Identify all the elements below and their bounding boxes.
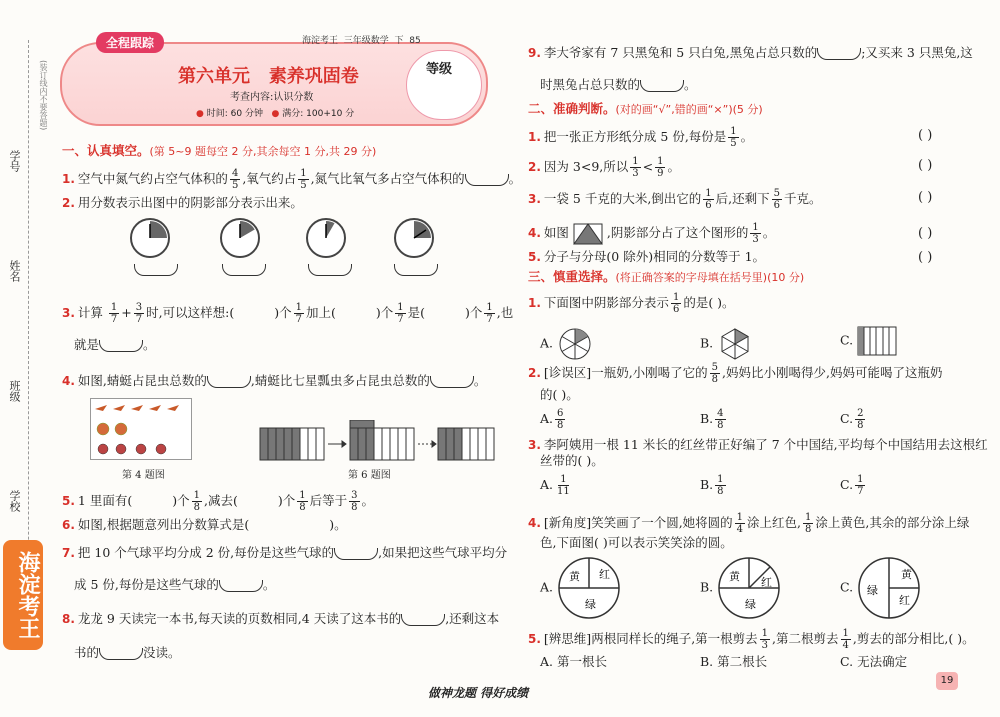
choice-5: 5. [辨思维]两根同样长的绳子,第一根剪去 $\frac{1}{3}$ ,第二根剪去 $\frac{1}{4}$ ,剪去的部分相比,( )。 <box>528 628 975 651</box>
question-1-8: 8. 龙龙 9 天读完一本书,每天读的页数相同,4 天读了这本书的 ,还剩这本 <box>62 611 500 626</box>
choice-4-option-a[interactable]: A. 黄 红 绿 <box>540 556 621 620</box>
question-1-7: 7. 把 10 个气球平均分成 2 份,每份是这些气球的 ,如果把这些气球平均分 <box>62 545 508 560</box>
question-1-6: 6. 如图,根据题意列出分数算式是( )。 <box>62 517 347 532</box>
judge-2: 2. 因为 3<9,所以 $\frac{1}{3}$ < $\frac{1}{9}$ 。 <box>528 156 680 179</box>
question-1-3: 3. 计算 $\frac{1}{7}$ + $\frac{3}{7}$ 时,可以这样想:( )个 $\frac{1}{7}$ 加上( )个 $\frac{1}{7}$ 是( )个 $\frac{1}{7}$ ,也 <box>62 302 514 325</box>
clock-answer-3[interactable] <box>308 262 352 277</box>
choice-3-option-a[interactable]: A. $\frac{1}{11}$ <box>540 474 570 497</box>
choice-5-option-a[interactable]: A. 第一根长 <box>540 654 607 669</box>
judge-1: 1. 把一张正方形纸分成 5 份,每份是 $\frac{1}{5}$ 。 <box>528 126 754 149</box>
figure-4-caption: 第 4 题图 <box>122 470 165 481</box>
judge-3-paren[interactable]: ( ) <box>918 190 933 205</box>
judge-4-paren[interactable]: ( ) <box>918 226 933 241</box>
badge: 全程跟踪 <box>96 32 164 53</box>
question-1-9-line2: 时黑兔占总只数的 。 <box>540 77 697 92</box>
choice-3-line2: 丝带的( )。 <box>540 453 604 468</box>
exam-meta: ● 时间: 60 分钟 ● 满分: 100+10 分 <box>196 109 355 119</box>
label-xuehao: 学号 <box>8 150 21 172</box>
clock-answer-4[interactable] <box>394 262 438 277</box>
svg-text:绿: 绿 <box>867 584 879 597</box>
judge-5: 5. 分子与分母(0 除外)相同的分数等于 1。 <box>528 249 766 264</box>
page-title: 第六单元 素养巩固卷 <box>178 66 359 87</box>
answer-blank[interactable] <box>465 174 509 186</box>
label-xingming: 姓名 <box>8 260 21 282</box>
choice-2-option-c[interactable]: C. $\frac{2}{8}$ <box>840 408 864 431</box>
judge-3: 3. 一袋 5 千克的大米,倒出它的 $\frac{1}{6}$ 后,还剩下 $\frac{5}{6}$ 千克。 <box>528 188 822 211</box>
question-1-9: 9. 李大爷家有 7 只黑兔和 5 只白兔,黑兔占总只数的 ;又买来 3 只黑兔,这 <box>528 45 973 60</box>
clock-answer-1[interactable] <box>134 262 178 277</box>
svg-text:黄: 黄 <box>901 568 913 581</box>
judge-2-paren[interactable]: ( ) <box>918 158 933 173</box>
choice-3-option-b[interactable]: B. $\frac{1}{8}$ <box>700 474 724 497</box>
choice-2-option-b[interactable]: B. $\frac{4}{8}$ <box>700 408 724 431</box>
question-1-8-line2: 书的 没读。 <box>74 645 181 660</box>
svg-text:黄: 黄 <box>729 570 741 583</box>
question-1-2: 2. 用分数表示出图中的阴影部分表示出来。 <box>62 195 303 210</box>
grade-label: 等级 <box>426 62 453 77</box>
judge-1-paren[interactable]: ( ) <box>918 128 933 143</box>
label-banji: 班级 <box>8 380 21 402</box>
svg-text:黄: 黄 <box>569 570 580 583</box>
choice-1: 1. 下面图中阴影部分表示 $\frac{1}{6}$ 的是( )。 <box>528 292 735 315</box>
choice-3-option-c[interactable]: C. $\frac{1}{7}$ <box>840 474 864 497</box>
choice-1-option-a[interactable]: A. <box>540 326 593 362</box>
page-number: 19 <box>936 672 958 690</box>
choice-2: 2. [诊误区]一瓶奶,小刚喝了它的 $\frac{5}{8}$ ,妈妈比小刚喝得少,妈妈可能喝了这瓶奶 <box>528 362 943 385</box>
triangle-figure <box>573 223 603 245</box>
question-1-5: 5. 1 里面有( )个 $\frac{1}{8}$ ,减去( )个 $\frac{1}{8}$ 后等于 $\frac{3}{8}$ 。 <box>62 490 375 513</box>
choice-4: 4. [新角度]笑笑画了一个圆,她将圆的 $\frac{1}{4}$ 涂上红色, $\frac{1}{8}$ 涂上黄色,其余的部分涂上绿 <box>528 512 970 535</box>
brand-logo: 海淀考王 <box>3 540 43 650</box>
judge-5-paren[interactable]: ( ) <box>918 250 933 265</box>
choice-4-line2: 色,下面图( )可以表示笑笑涂的圆。 <box>540 535 733 550</box>
svg-text:红: 红 <box>899 594 911 607</box>
subtitle: 考查内容:认识分数 <box>230 92 314 103</box>
figure-6-caption: 第 6 题图 <box>348 470 391 481</box>
svg-text:红: 红 <box>599 568 610 581</box>
question-1-3-line2: 就是 。 <box>74 337 156 352</box>
question-1-7-line2: 成 5 份,每份是这些气球的 。 <box>74 577 276 592</box>
section1-heading: 一、认真填空。(第 5~9 题每空 2 分,其余每空 1 分,共 29 分) <box>62 143 377 158</box>
series-line: 海淀考王 三年级数学 下 85 <box>302 36 421 46</box>
label-xuexiao: 学校 <box>8 490 21 512</box>
choice-2-option-a[interactable]: A. $\frac{6}{8}$ <box>540 408 564 431</box>
figure-6-bars <box>258 420 498 462</box>
section2-heading: 二、准确判断。(对的画“√”,错的画“×”)(5 分) <box>528 101 763 116</box>
figure-4-insects <box>90 398 192 460</box>
choice-3: 3. 李阿姨用一根 11 米长的红丝带正好编了 7 个中国结,平均每个中国结用去这根红 <box>528 437 988 452</box>
clock-answer-2[interactable] <box>222 262 266 277</box>
question-1-4: 4. 如图,蜻蜓占昆虫总数的 ,蜻蜓比七星瓢虫多占昆虫总数的 。 <box>62 373 487 388</box>
choice-4-option-b[interactable]: B. 黄 红 绿 <box>700 556 781 620</box>
binding-note: (装订线内不要答题) <box>39 60 48 131</box>
question-1-1: 1. 空气中氮气约占空气体积的 $\frac{4}{5}$ ,氧气约占 $\frac{1}{5}$ ,氮气比氧气多占空气体积的 。 <box>62 168 522 191</box>
section3-heading: 三、慎重选择。(将正确答案的字母填在括号里)(10 分) <box>528 269 805 284</box>
svg-text:绿: 绿 <box>585 598 596 611</box>
choice-1-option-c[interactable]: C. <box>840 326 897 356</box>
svg-text:绿: 绿 <box>745 598 757 611</box>
choice-1-option-b[interactable]: B. <box>700 326 753 362</box>
judge-4: 4. 如图 ,阴影部分占了这个图形的 $\frac{1}{3}$ 。 <box>528 222 776 245</box>
choice-5-option-c[interactable]: C. 无法确定 <box>840 654 908 669</box>
svg-text:红: 红 <box>761 576 773 589</box>
footer-slogan: 做神龙题 得好成绩 <box>428 686 529 700</box>
choice-5-option-b[interactable]: B. 第二根长 <box>700 654 768 669</box>
choice-4-option-c[interactable]: C. 绿 黄 红 <box>840 556 921 620</box>
choice-2-line2: 的( )。 <box>540 387 579 402</box>
